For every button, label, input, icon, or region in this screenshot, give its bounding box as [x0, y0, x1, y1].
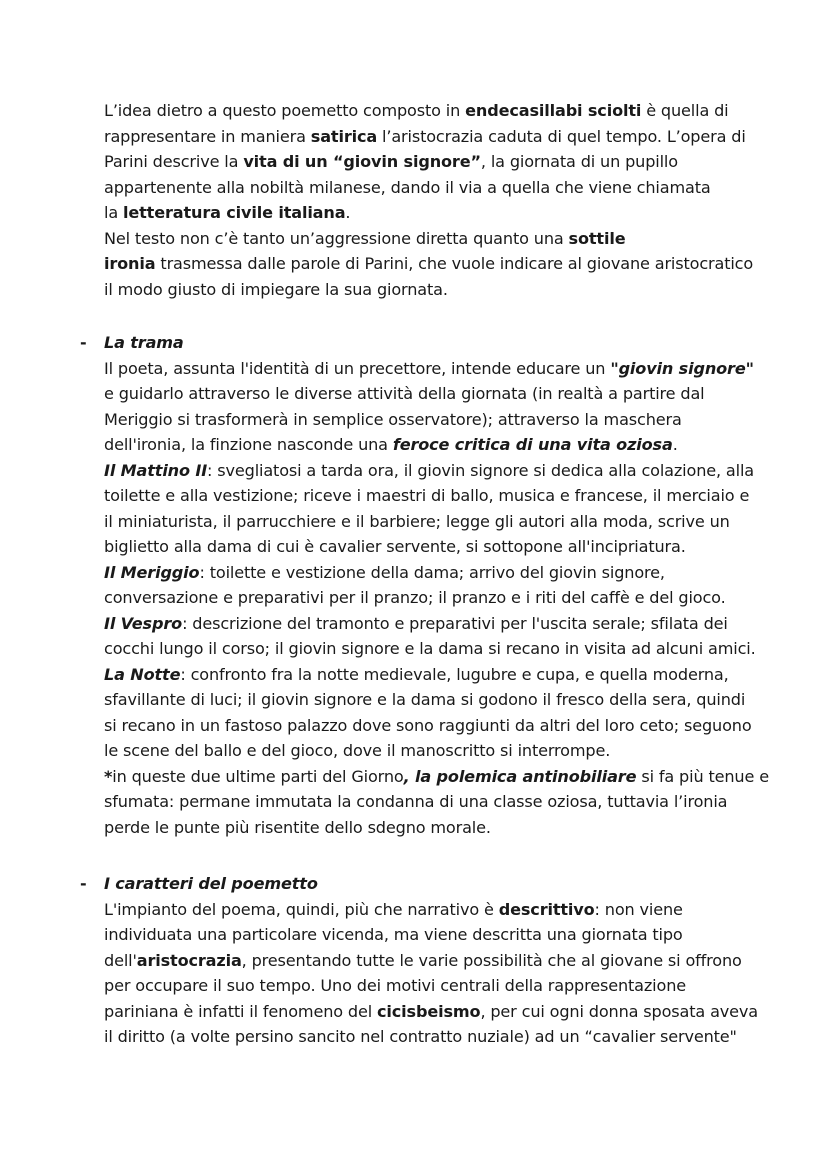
text-line	[104, 483, 764, 509]
text-line	[104, 432, 764, 458]
section-trama	[104, 330, 769, 840]
body-text: trasmessa dalle parole di Parini, che vuole indicare al giovane aristocratico	[155, 254, 754, 273]
body-text: individuata una particolare vicenda, ma viene descritta una giornata tipo	[104, 925, 683, 944]
emphasis-text: aristocrazia	[136, 950, 242, 970]
body-text: dell'	[104, 950, 137, 970]
body-text: Parini descrive la	[104, 152, 244, 171]
body-text: è quella di	[641, 101, 729, 120]
body-text: il miniaturista, il parrucchiere e il barbiere; legge gli autori alla moda, scrive un	[104, 511, 730, 531]
text-line	[104, 815, 764, 841]
text-line	[104, 1024, 764, 1050]
body-text: sfumata: permane immutata la condanna di una classe oziosa, tuttavia l’ironia	[104, 792, 728, 811]
section-heading: I caratteri del poemetto	[104, 874, 318, 893]
emphasis-text: La Notte	[104, 664, 181, 684]
text-line	[104, 662, 764, 688]
text-line	[104, 611, 764, 637]
body-text: : non viene	[594, 899, 683, 919]
emphasis-text: satirica	[310, 126, 378, 146]
emphasis-text: Il Mattino II	[104, 460, 208, 480]
body-text: e guidarlo attraverso le diverse attività della giornata (in realtà a partire dal	[104, 384, 705, 403]
text-line	[104, 636, 764, 662]
body-text: dell'ironia, la finzione nasconde una	[104, 435, 393, 454]
text-line	[104, 973, 764, 999]
emphasis-text: Il Meriggio	[104, 562, 200, 582]
emphasis-text: Il Vespro	[104, 613, 183, 633]
emphasis-text: cicisbeismo	[377, 1001, 481, 1021]
body-text: toilette e alla vestizione; riceve i maestri di ballo, musica e francese, il merciaio e	[104, 486, 750, 505]
body-text: L’idea dietro a questo poemetto composto in	[104, 101, 466, 120]
body-text: sfavillante di luci; il giovin signore e la dama si godono il fresco della sera, quindi	[104, 690, 746, 709]
text-line	[104, 175, 764, 201]
body-text: il modo giusto di impiegare la sua giornata.	[104, 279, 448, 299]
text-line	[104, 509, 764, 535]
body-text: perde le punte più risentite dello sdegno morale.	[104, 817, 491, 837]
body-text: : confronto fra la notte medievale, lugubre e cupa, e quella moderna,	[180, 664, 729, 684]
body-text: , per cui ogni donna sposata aveva	[480, 1001, 758, 1021]
body-text: .	[345, 203, 351, 222]
emphasis-text: sottile	[568, 228, 626, 248]
body-text: in queste due ultime parti del Giorno	[112, 766, 404, 786]
body-text: appartenente alla nobiltà milanese, dando il via a quella che viene chiamata	[104, 177, 711, 197]
text-line	[104, 381, 764, 407]
emphasis-text: *	[104, 766, 113, 786]
section-bullet: -	[80, 333, 87, 352]
body-text: cocchi lungo il corso; il giovin signore e la dama si recano in visita ad alcuni amici.	[104, 639, 756, 658]
body-text: il diritto (a volte persino sancito nel contratto nuziale) ad un “cavalier servente"	[104, 1027, 737, 1046]
text-line	[104, 948, 764, 974]
emphasis-text: , la polemica antinobiliare	[403, 766, 637, 786]
body-text: : svegliatosi a tarda ora, il giovin signore si dedica alla colazione, alla	[207, 460, 754, 480]
emphasis-text: "giovin signore"	[610, 358, 754, 378]
body-text: si fa più tenue e	[636, 766, 769, 786]
text-line	[104, 200, 764, 226]
text-line	[104, 534, 764, 560]
text-line	[104, 789, 764, 815]
body-text: .	[672, 435, 678, 454]
body-text: biglietto alla dama di cui è cavalier servente, si sottopone all'incipriatura.	[104, 537, 686, 556]
text-line	[104, 226, 764, 252]
body-text: le scene del ballo e del gioco, dove il manoscritto si interrompe.	[104, 741, 611, 760]
emphasis-text: letteratura civile italiana	[123, 203, 346, 222]
text-line	[104, 764, 769, 790]
emphasis-text: endecasillabi sciolti	[465, 101, 642, 120]
emphasis-text: vita di un “giovin signore”	[243, 152, 481, 171]
body-text: si recano in un fastoso palazzo dove sono raggiunti da altri del loro ceto; seguono	[104, 715, 752, 735]
body-text: pariniana è infatti il fenomeno del	[104, 1001, 378, 1021]
body-text: , la giornata di un pupillo	[480, 152, 678, 171]
body-text: L'impianto del poema, quindi, più che narrativo è	[104, 899, 499, 919]
section-body	[104, 356, 769, 841]
section-body	[104, 897, 764, 1050]
text-line	[104, 585, 764, 611]
emphasis-text: ironia	[104, 254, 156, 273]
section-heading: La trama	[104, 333, 184, 352]
text-line	[104, 713, 764, 739]
text-line	[104, 922, 764, 948]
section-bullet: -	[80, 874, 87, 893]
intro-paragraph	[104, 98, 764, 302]
text-line	[104, 560, 764, 586]
body-text: rappresentare in maniera	[104, 126, 311, 146]
text-line	[104, 251, 764, 277]
emphasis-text: feroce critica di una vita oziosa	[392, 435, 673, 454]
text-line	[104, 124, 764, 150]
text-line	[104, 277, 764, 303]
text-line	[104, 738, 764, 764]
body-text: per occupare il suo tempo. Uno dei motivi centrali della rappresentazione	[104, 976, 687, 995]
text-line	[104, 407, 764, 433]
section-caratteri	[104, 871, 764, 1050]
text-line	[104, 897, 764, 923]
body-text: Nel testo non c’è tanto un’aggressione diretta quanto una	[104, 228, 569, 248]
text-line	[104, 999, 764, 1025]
body-text: Il poeta, assunta l'identità di un precettore, intende educare un	[104, 358, 611, 378]
text-line	[104, 98, 764, 124]
body-text: , presentando tutte le varie possibilità che al giovane si offrono	[241, 950, 742, 970]
emphasis-text: descrittivo	[498, 899, 595, 919]
text-line	[104, 458, 764, 484]
body-text: : descrizione del tramonto e preparativi per l'uscita serale; sfilata dei	[182, 613, 728, 633]
text-line	[104, 149, 764, 175]
text-line	[104, 687, 764, 713]
body-text: l’aristocrazia caduta di quel tempo. L’opera di	[377, 126, 746, 146]
text-line	[104, 356, 764, 382]
body-text: la	[104, 203, 123, 222]
body-text: Meriggio si trasformerà in semplice osservatore); attraverso la maschera	[104, 409, 682, 429]
body-text: : toilette e vestizione della dama; arrivo del giovin signore,	[199, 562, 665, 582]
body-text: conversazione e preparativi per il pranzo; il pranzo e i riti del caffè e del gioco.	[104, 588, 726, 607]
